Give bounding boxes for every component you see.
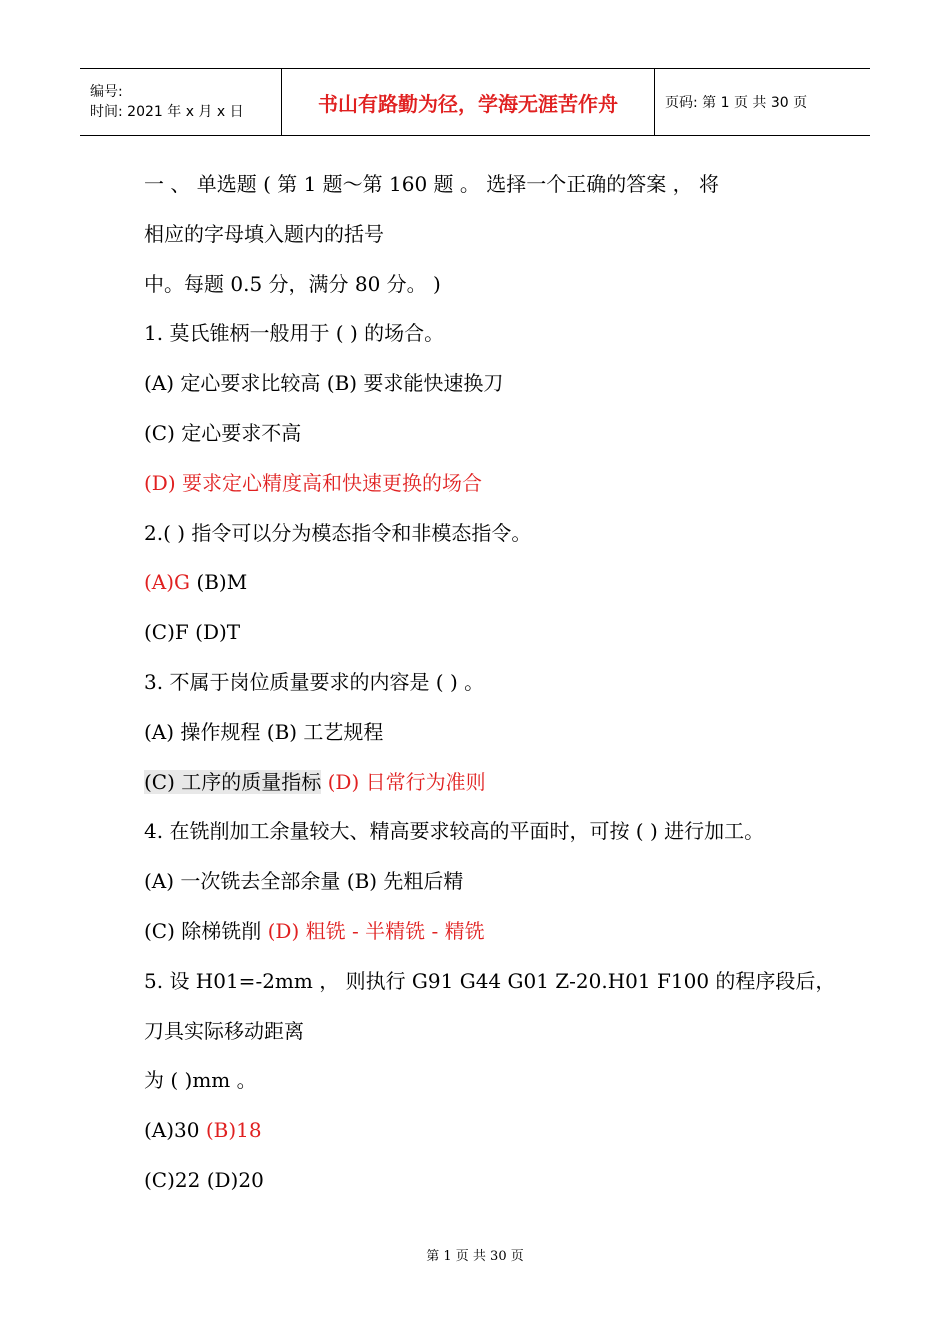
text-segment: 刀具实际移动距离 xyxy=(144,1018,304,1043)
time-label: 时间: 2021 年 x 月 x 日 xyxy=(90,104,244,120)
text-segment: 5. 设 H01=-2mm ， 则执行 G91 G44 G01 Z-20.H01 F100 的程序段后， xyxy=(144,968,836,993)
text-segment: (A) 操作规程 (B) 工艺规程 xyxy=(144,719,384,744)
text-segment: (C) 除梯铣削 xyxy=(144,918,268,943)
text-line xyxy=(144,1009,844,1059)
text-segment: 一 、 单选题 ( 第 1 题～第 160 题 。 选择一个正确的答案 ， 将 xyxy=(144,172,719,196)
text-segment: 4. 在铣削加工余量较大、精高要求较高的平面时，可按 ( ) 进行加工。 xyxy=(144,819,765,844)
text-segment: 中。每题 0.5 分，满分 80 分。 ) xyxy=(144,271,441,296)
text-segment: 3. 不属于岗位质量要求的内容是 ( ) 。 xyxy=(144,669,485,694)
text-line xyxy=(144,560,844,610)
text-line xyxy=(144,361,844,411)
text-segment: (C)F (D)T xyxy=(144,620,241,645)
text-line xyxy=(144,511,844,561)
text-segment: (A)G xyxy=(144,570,191,595)
text-line xyxy=(144,461,844,511)
text-segment: 为 ( )mm 。 xyxy=(144,1068,257,1093)
text-line xyxy=(144,610,844,660)
text-line xyxy=(144,1108,844,1158)
text-line xyxy=(144,212,844,262)
text-segment: 2.( ) 指令可以分为模态指令和非模态指令。 xyxy=(144,520,532,545)
page-header xyxy=(80,68,870,136)
text-line xyxy=(144,859,844,909)
text-line xyxy=(144,1058,844,1108)
text-line xyxy=(144,710,844,760)
text-segment: (C) 工序的质量指标 xyxy=(144,769,322,794)
text-segment: (D) 要求定心精度高和快速更换的场合 xyxy=(144,470,482,495)
text-segment: 相应的字母填入题内的括号 xyxy=(144,221,384,246)
header-motto: 书山有路勤为径，学海无涯苦作舟 xyxy=(282,69,655,135)
text-segment: (D) 日常行为准则 xyxy=(327,769,486,794)
text-line xyxy=(144,760,844,810)
text-line xyxy=(144,1158,844,1208)
number-label: 编号: xyxy=(90,84,123,100)
document-body xyxy=(144,162,844,1208)
text-line xyxy=(144,660,844,710)
text-segment: (A)30 xyxy=(144,1118,206,1143)
text-segment: 1. 莫氏锥柄一般用于 ( ) 的场合。 xyxy=(144,321,445,346)
text-line xyxy=(144,909,844,959)
header-meta xyxy=(80,69,282,135)
text-segment: (A) 一次铣去全部余量 (B) 先粗后精 xyxy=(144,869,464,894)
text-segment: (C) 定心要求不高 xyxy=(144,420,302,445)
text-line xyxy=(144,411,844,461)
text-line xyxy=(144,162,844,212)
text-line xyxy=(144,262,844,312)
text-segment: (C)22 (D)20 xyxy=(144,1167,264,1192)
text-segment: (D) 粗铣 - 半精铣 - 精铣 xyxy=(267,918,485,943)
header-page-info: 页码: 第 1 页 共 30 页 xyxy=(665,95,808,111)
text-segment: (A) 定心要求比较高 (B) 要求能快速换刀 xyxy=(144,371,504,396)
text-line xyxy=(144,959,844,1009)
text-segment: (B)18 xyxy=(205,1118,262,1143)
text-line xyxy=(144,809,844,859)
text-line xyxy=(144,311,844,361)
text-segment: (B)M xyxy=(190,570,248,595)
page-footer: 第 1 页 共 30 页 xyxy=(426,1249,524,1264)
